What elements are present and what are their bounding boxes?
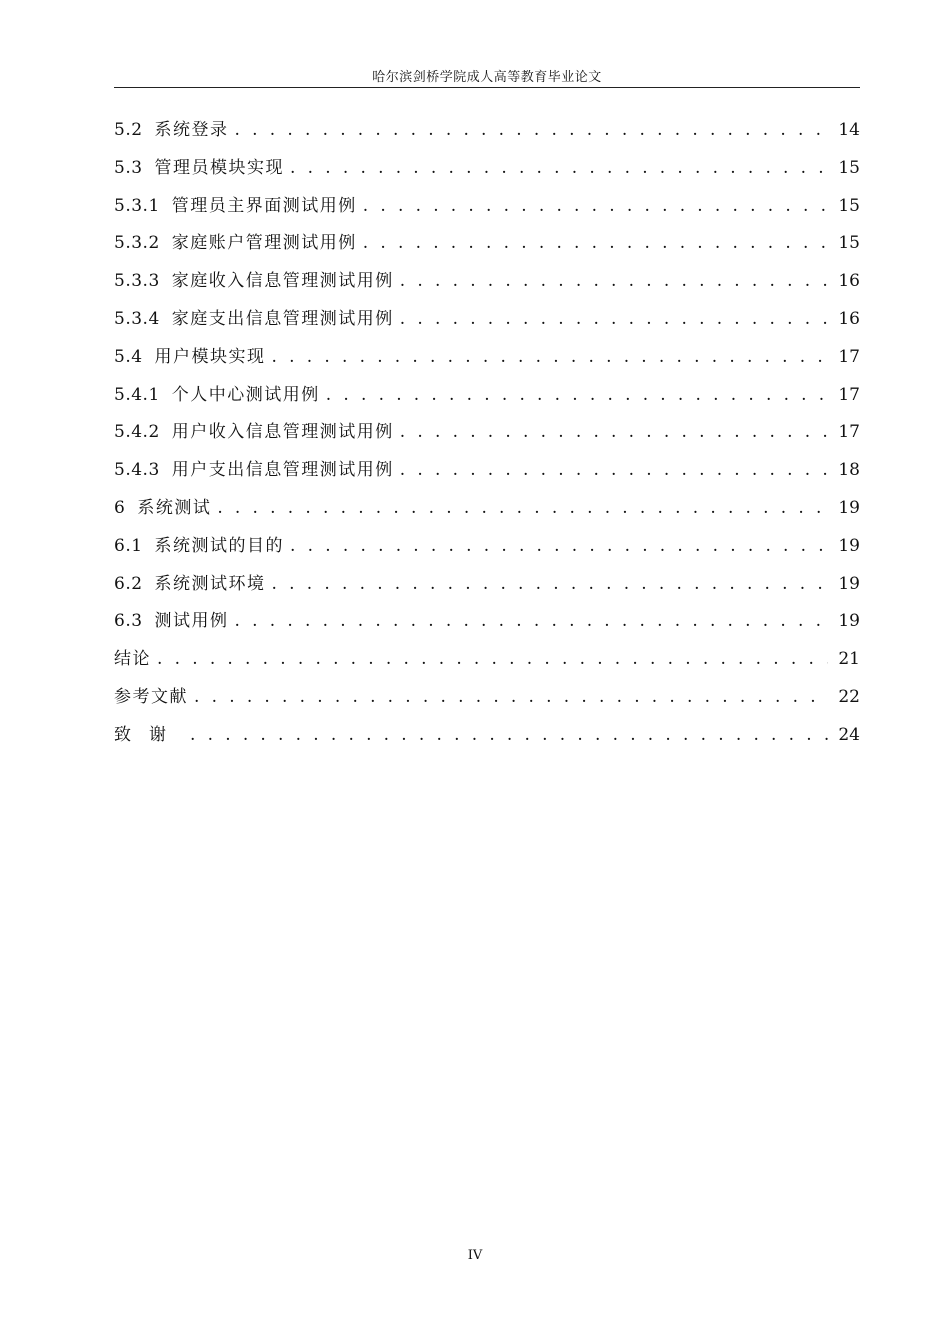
toc-entry-number: 6.3 — [114, 611, 143, 632]
toc-entry-page: 18 — [838, 460, 860, 481]
toc-entry[interactable] — [114, 723, 860, 761]
toc-entry-title: 致谢 — [114, 724, 184, 745]
toc-entry-page: 19 — [838, 611, 860, 632]
toc-entry-page: 15 — [838, 157, 860, 178]
toc-leader-dots — [363, 231, 828, 255]
toc-leader-dots — [400, 269, 828, 293]
toc-entry-number: 5.2 — [114, 120, 143, 140]
toc-entry-page: 17 — [838, 422, 860, 443]
toc-leader-dots — [190, 723, 828, 747]
toc-entry-number: 6 — [114, 497, 126, 518]
toc-leader-dots — [235, 118, 828, 142]
toc-leader-dots — [400, 420, 828, 444]
toc-leader-dots — [217, 496, 828, 520]
toc-entry[interactable] — [114, 269, 860, 307]
toc-entry-title: 系统登录 — [154, 120, 229, 140]
toc-entry-page: 16 — [838, 271, 860, 292]
toc-entry[interactable] — [114, 383, 860, 421]
toc-entry[interactable] — [114, 534, 860, 572]
toc-entry-title: 测试用例 — [154, 611, 229, 632]
toc-entry-page: 14 — [838, 120, 860, 140]
toc-entry-title: 系统测试环境 — [154, 573, 266, 594]
toc-entry-number: 5.3.4 — [114, 308, 160, 329]
toc-leader-dots — [290, 534, 828, 558]
toc-entry[interactable] — [114, 156, 860, 194]
toc-leader-dots — [400, 307, 828, 331]
toc-entry-number: 6.1 — [114, 535, 143, 556]
toc-entry-page: 15 — [838, 195, 860, 216]
table-of-contents — [114, 118, 860, 761]
toc-entry-number: 5.4 — [114, 346, 143, 367]
toc-entry-title: 管理员模块实现 — [154, 157, 285, 178]
header-rule — [114, 87, 860, 88]
toc-entry-page: 19 — [838, 535, 860, 556]
toc-entry[interactable] — [114, 307, 860, 345]
toc-entry-title: 家庭账户管理测试用例 — [171, 233, 357, 254]
toc-entry-title: 系统测试的目的 — [154, 535, 285, 556]
toc-entry-title: 用户支出信息管理测试用例 — [171, 460, 394, 481]
toc-entry-number: 5.4.1 — [114, 384, 160, 405]
toc-leader-dots — [400, 458, 828, 482]
toc-entry[interactable] — [114, 572, 860, 610]
toc-entry-title: 个人中心测试用例 — [171, 384, 320, 405]
page-number: IV — [467, 1248, 483, 1263]
toc-entry[interactable] — [114, 231, 860, 269]
toc-entry-title: 系统测试 — [137, 497, 212, 518]
toc-entry-page: 19 — [838, 573, 860, 594]
toc-entry[interactable] — [114, 194, 860, 232]
toc-leader-dots — [272, 345, 828, 369]
toc-entry[interactable] — [114, 345, 860, 383]
toc-entry-page: 21 — [838, 649, 860, 670]
toc-entry-page: 16 — [838, 308, 860, 329]
toc-entry-page: 24 — [838, 724, 860, 745]
toc-leader-dots — [290, 156, 828, 180]
toc-entry-title: 用户模块实现 — [154, 346, 266, 367]
page-header: 哈尔滨剑桥学院成人高等教育毕业论文 — [372, 70, 602, 85]
toc-entry-title: 管理员主界面测试用例 — [171, 195, 357, 216]
toc-entry-title: 结论 — [114, 649, 151, 670]
toc-entry-page: 15 — [838, 233, 860, 254]
toc-leader-dots — [363, 194, 828, 218]
toc-entry[interactable] — [114, 496, 860, 534]
toc-entry[interactable] — [114, 609, 860, 647]
toc-entry-number: 5.4.2 — [114, 422, 160, 443]
toc-leader-dots — [235, 609, 828, 633]
toc-entry-page: 22 — [838, 686, 860, 707]
toc-entry-title: 用户收入信息管理测试用例 — [171, 422, 394, 443]
toc-entry[interactable] — [114, 647, 860, 685]
toc-leader-dots — [272, 572, 828, 596]
toc-entry-page: 17 — [838, 384, 860, 405]
toc-entry-number: 6.2 — [114, 573, 143, 594]
toc-entry-number: 5.3.1 — [114, 195, 160, 216]
toc-entry-number: 5.3.3 — [114, 271, 160, 292]
toc-entry[interactable] — [114, 420, 860, 458]
toc-entry[interactable] — [114, 685, 860, 723]
toc-entry-page: 19 — [838, 497, 860, 518]
toc-entry-page: 17 — [838, 346, 860, 367]
toc-leader-dots — [157, 647, 828, 671]
toc-leader-dots — [194, 685, 828, 709]
toc-entry-number: 5.3.2 — [114, 233, 160, 254]
toc-entry[interactable] — [114, 458, 860, 496]
toc-entry-title: 参考文献 — [114, 686, 188, 707]
toc-entry[interactable] — [114, 118, 860, 156]
toc-entry-title: 家庭支出信息管理测试用例 — [171, 308, 394, 329]
toc-entry-number: 5.4.3 — [114, 460, 160, 481]
toc-entry-number: 5.3 — [114, 157, 143, 178]
toc-entry-title: 家庭收入信息管理测试用例 — [171, 271, 394, 292]
toc-leader-dots — [326, 383, 828, 407]
